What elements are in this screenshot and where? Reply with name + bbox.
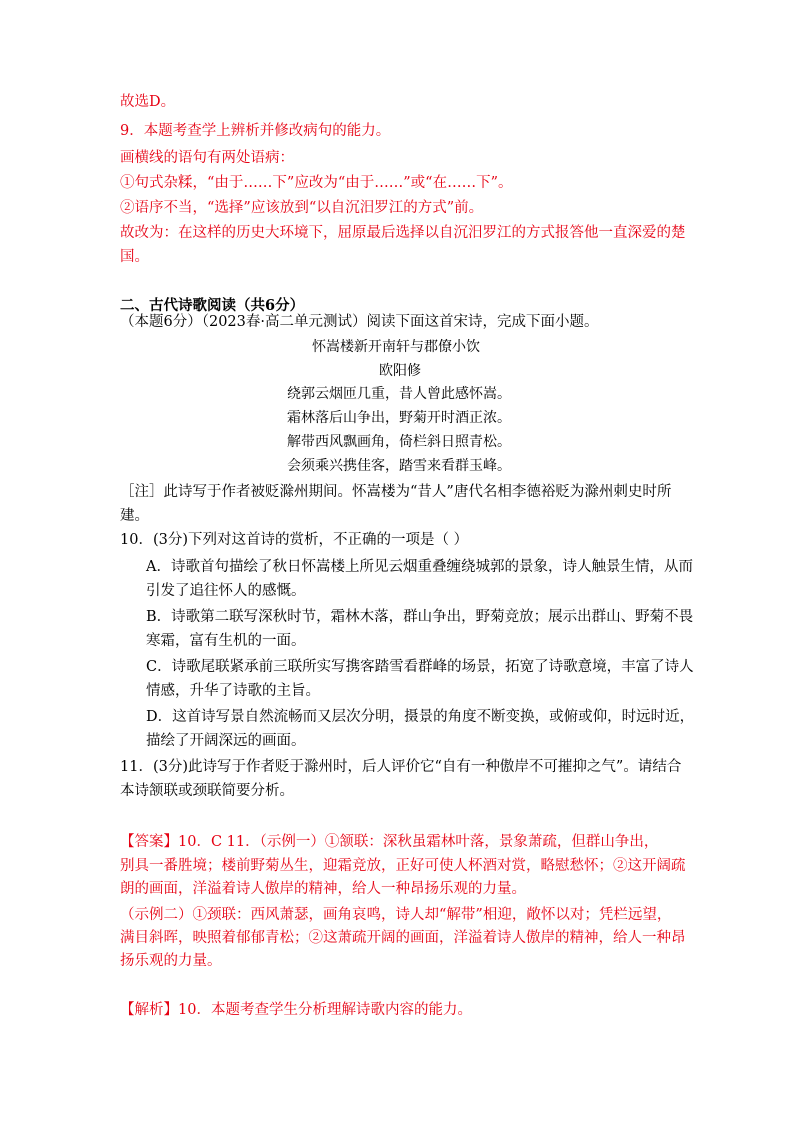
analysis-line: ②语序不当，“选择”应该放到“以自沉汨罗江的方式”前。	[120, 200, 484, 216]
question-10-stem: 10．(3分)下列对这首诗的赏析，不正确的一项是（ ）	[120, 532, 469, 548]
analysis-line: 画横线的语句有两处语病：	[120, 150, 294, 166]
question-intro: （本题6分）（2023春·高二单元测试）阅读下面这首宋诗，完成下面小题。	[120, 314, 599, 330]
section-title: 二、古代诗歌阅读（共6分）	[120, 297, 305, 314]
poem-author: 欧阳修	[379, 363, 421, 379]
analysis-line: 故选D。	[120, 94, 176, 110]
answer-line: 满目斜晖，映照着郁郁青松；②这萧疏开阔的画面，洋溢着诗人傲岸的精神，给人一种昂	[120, 930, 686, 946]
poem-note: 建。	[120, 508, 149, 524]
poem-title: 怀嵩楼新开南轩与郡僚小饮	[312, 339, 480, 355]
option-c: C．诗歌尾联紧承前三联所实写携客踏雪看群峰的场景，拓宽了诗歌意境，丰富了诗人	[146, 659, 694, 675]
question-11-stem: 11．(3分)此诗写于作者贬于滁州时，后人评价它“自有一种傲岸不可摧抑之气”。请结合	[120, 759, 682, 775]
analysis-line: 国。	[120, 249, 149, 265]
option-c: 情感，升华了诗歌的主旨。	[146, 683, 320, 699]
answer-line: 【答案】10．C 11．（示例一）①颔联：深秋虽霜林叶落，景象萧疏，但群山争出，	[120, 834, 659, 850]
option-b: 寒霜，富有生机的一面。	[146, 633, 306, 649]
analysis-line: 【解析】10．本题考查学生分析理解诗歌内容的能力。	[120, 1002, 472, 1018]
option-b: B．诗歌第二联写深秋时节，霜林木落，群山争出，野菊竞放；展示出群山、野菊不畏	[146, 609, 694, 625]
analysis-line: 故改为：在这样的历史大环境下，屈原最后选择以自沉汨罗江的方式报答他一直深爱的楚	[120, 225, 686, 241]
option-a: 引发了追往怀人的感慨。	[146, 583, 306, 599]
answer-line: 扬乐观的力量。	[120, 953, 222, 969]
poem-line: 霜林落后山争出，野菊开时酒正浓。	[287, 410, 511, 426]
option-a: A．诗歌首句描绘了秋日怀嵩楼上所见云烟重叠缠绕城郭的景象，诗人触景生情，从而	[146, 559, 693, 575]
analysis-line: 9．本题考查学上辨析并修改病句的能力。	[120, 123, 391, 139]
poem-line: 绕郭云烟匝几重，昔人曾此感怀嵩。	[287, 386, 511, 402]
option-d: 描绘了开阔深远的画面。	[146, 733, 306, 749]
question-11-stem: 本诗颔联或颈联简要分析。	[120, 783, 294, 799]
poem-line: 会须乘兴携佳客，踏雪来看群玉峰。	[287, 458, 511, 474]
answer-line: 朗的画面，洋溢着诗人傲岸的精神，给人一种昂扬乐观的力量。	[120, 881, 526, 897]
analysis-line: ①句式杂糅，“由于……下”应改为“由于……”或“在……下”。	[120, 175, 513, 191]
poem-note: ［注］此诗写于作者被贬滁州期间。怀嵩楼为“昔人”唐代名相李德裕贬为滁州刺史时所	[120, 484, 672, 500]
answer-line: （示例二）①颈联：西风萧瑟，画角哀鸣，诗人却“解带”相迎，敞怀以对；凭栏远望，	[120, 907, 672, 923]
answer-line: 别具一番胜境；楼前野菊丛生，迎霜竞放，正好可使人杯酒对赏，略慰愁怀；②这开阔疏	[120, 858, 686, 874]
option-d: D．这首诗写景自然流畅而又层次分明，摄景的角度不断变换，或俯或仰，时远时近，	[146, 709, 695, 725]
poem-line: 解带西风飘画角，倚栏斜日照青松。	[287, 434, 511, 450]
